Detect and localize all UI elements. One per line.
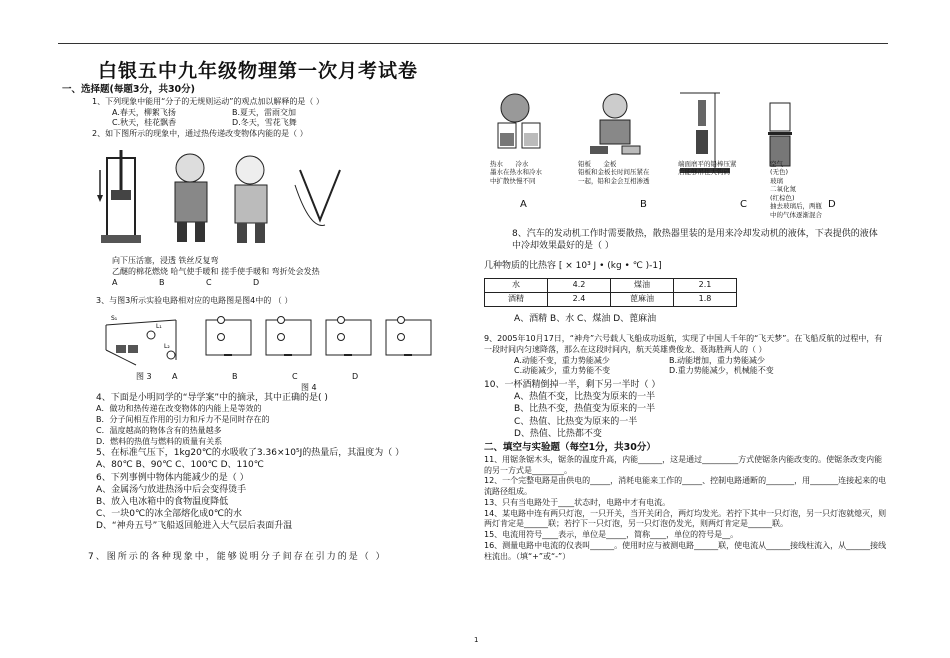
q9-options-row2	[484, 366, 889, 377]
table-cell: 2.4	[548, 293, 611, 307]
left-column	[62, 84, 462, 140]
section2-heading: 二、填空与实验题（每空1分，共30分）	[484, 441, 656, 453]
q7-label-b: B	[640, 199, 647, 210]
q2-label-c: C	[206, 277, 212, 287]
q9-option-a: A.动能不变，重力势能减少	[514, 355, 610, 365]
q7-caption-b: 铅板 金板 铅板和金板长时间压紧在 一起，铅和金会互相渗透	[578, 160, 650, 185]
q1-option-b: B.夏天，雷雨交加	[232, 107, 297, 117]
q1-option-d: D.冬天，雪花飞舞	[232, 118, 297, 128]
q8-table-title: 几种物质的比热容 [ × 10³ J • (kg • ℃ )-1]	[484, 261, 662, 272]
q2-label-a: A	[112, 277, 118, 287]
ink-diffusion-figure	[498, 94, 540, 148]
q7-label-a: A	[520, 199, 527, 210]
q9-option-b: B.动能增加，重力势能减少	[669, 355, 766, 365]
top-rule	[58, 43, 888, 44]
question-2: 2、如下图所示的现象中，通过热传递改变物体内能的是（ ）	[92, 129, 308, 139]
question-4: 4、下面是小明同学的“导学案”中的摘录，其中正确的是( )	[96, 393, 328, 403]
q9-options-row1	[484, 356, 889, 367]
section1-heading: 一、选择题(每题3分，共30分)	[62, 84, 196, 95]
q8-block	[484, 228, 884, 325]
q6-option-b: B、放入电冰箱中的食物温度降低	[96, 496, 229, 507]
child-blowing-hands-figure	[175, 154, 207, 242]
q9-block	[484, 334, 889, 563]
table-cell: 4.2	[548, 279, 611, 293]
q10-option-c: C、热值、比热变为原来的一半	[514, 416, 638, 427]
q1-option-c: C.秋天，桂花飘香	[112, 118, 177, 128]
question-14: 14、某电路中连有两只灯泡，一只开关，当开关闭合，两灯均发光。若拧下其中一只灯泡，另一只灯泡就熄灭，则两灯肯定是______联；若拧下一只灯泡，另一只灯泡仍发光，则两灯肯定是______联。	[484, 508, 887, 529]
question-15: 15、电流用符号____表示，单位是_____，简称____，单位的符号是__。	[484, 530, 739, 540]
q8-options: A、酒精 B、水 C、煤油 D、蓖麻油	[514, 314, 657, 325]
table-cell: 2.1	[674, 279, 737, 293]
q2-label-b: B	[159, 277, 165, 287]
q9-option-d: D.重力势能减少，机械能不变	[669, 366, 774, 376]
q3-block	[96, 296, 456, 307]
q4-option-c: C．温度越高的物体含有的热量越多	[96, 425, 222, 435]
question-10: 10、一杯酒精倒掉一半，剩下另一半时（ ）	[484, 380, 661, 391]
q7-label-c: C	[740, 199, 747, 210]
table-row	[485, 293, 737, 307]
physical-circuit-figure	[106, 315, 176, 365]
table-row	[485, 279, 737, 293]
table-cell: 酒精	[485, 293, 548, 307]
q10-option-a: A、热值不变，比热变为原来的一半	[514, 392, 656, 403]
q3-label-b: B	[232, 372, 238, 381]
q1-option-a: A.春天，柳絮飞扬	[112, 107, 176, 117]
table-cell: 水	[485, 279, 548, 293]
q10-option-b: B、比热不变，热值变为原来的一半	[514, 404, 656, 415]
question-11: 11、用锯条锯木头，锯条的温度升高，内能______，这是通过_________方式使锯条内能改变的。使锯条改变内能的另一方式是________。	[484, 454, 883, 475]
q3-label-d: D	[352, 372, 359, 381]
q7-caption-d: 空气 (无色) 玻璃 二氧化氮 (红棕色) 抽去玻璃后，两瓶 中的气体逐渐混合	[770, 160, 822, 219]
q2-label-d: D	[253, 277, 260, 287]
q4-option-a: A．做功和热传递在改变物体的内能上是等效的	[96, 404, 262, 414]
lead-gold-plate-figure	[590, 94, 640, 154]
question-1: 1、下列现象中能用“分子的无规则运动”的观点加以解释的是（ ）	[92, 96, 324, 106]
q4-option-d: D．燃料的热值与燃料的质量有关系	[96, 436, 223, 446]
q7-caption-c: 端面磨平的铅棒压紧 后能够吊住大钩码	[678, 160, 737, 177]
circuit-diagram-b	[266, 317, 311, 356]
q3-label-a: A	[172, 372, 178, 381]
q3-label-c: C	[292, 372, 298, 381]
q6-option-d: D、“神舟五号”飞船返回舱进入大气层后表面升温	[96, 521, 293, 532]
fig3-label: 图 3	[136, 372, 152, 381]
question-5: 5、在标准气压下，1kg20℃的水吸收了3.36×10⁵J的热量后，其温度为（ ）	[96, 448, 405, 459]
q7-caption-a: 热水 冷水 墨水在热水和冷水 中扩散快慢不同	[490, 160, 542, 185]
fig4-label: 图 4	[301, 382, 317, 392]
table-cell: 1.8	[674, 293, 737, 307]
q5-options: A、80℃ B、90℃ C、100℃ D、110℃	[96, 460, 264, 471]
svg-text:L₁: L₁	[156, 323, 162, 330]
q2-labels	[112, 278, 472, 289]
question-7: 7、图所示的各种现象中，能够说明分子间存在引力的是（ ）	[88, 552, 387, 562]
bending-wire-figure	[295, 170, 340, 226]
page-number: 1	[474, 636, 479, 644]
q7-block	[88, 551, 473, 563]
question-6: 6、下列事例中物体内能减少的是（ ）	[96, 472, 249, 483]
circuit-diagram-a	[206, 317, 251, 356]
question-3: 3、与图3所示实验电路相对应的电路图是图4中的 （ ）	[96, 296, 293, 305]
question-16: 16、测量电路中电流的仪表叫______。使用时应与被测电路______联，使电流从______接线柱流入，从______接线柱流出。（填“+”或“-”）	[484, 541, 887, 561]
svg-text:S₁: S₁	[111, 315, 118, 322]
page-title: 白银五中九年级物理第一次月考试卷	[98, 60, 419, 82]
q2-caption-2: 乙醚的棉花燃烧 哈气使手暖和 搓手使手暖和 弯折处会发热	[112, 266, 320, 276]
q6-option-c: C、一块0℃的冰全部熔化成0℃的水	[96, 509, 242, 520]
q3-fig-labels	[96, 372, 456, 394]
piston-cylinder-figure	[97, 150, 141, 243]
gas-diffusion-bottles-figure	[768, 103, 792, 166]
question-9: 9、2005年10月17日，“神舟”六号载人飞船成功返航，实现了中国人千年的“飞天梦”。在飞船反航的过程中，有一段时间内匀速降落，那么在这段时间内，航天英雄费俊龙、聂海胜两人的（ ）	[484, 334, 883, 354]
question-12: 12、一个完整电路是由供电的_____，消耗电能来工作的_____、控制电路通断的_______，用_______连接起来的电流路径组成。	[484, 476, 887, 497]
q1-options	[62, 108, 462, 119]
boy-rubbing-hands-figure	[235, 156, 267, 243]
q10-option-d: D、热值、比热都不变	[514, 428, 602, 439]
q4-to-q7	[96, 392, 466, 532]
circuit-diagram-d	[386, 317, 431, 356]
table-cell: 蓖麻油	[611, 293, 674, 307]
q7-captions	[490, 160, 850, 219]
svg-text:L₂: L₂	[164, 343, 170, 350]
question-13: 13、只有当电路处于____状态时，电路中才有电流。	[484, 497, 671, 507]
q9-option-c: C.动能减少，重力势能不变	[514, 366, 611, 376]
q1-options-2	[62, 118, 462, 129]
specific-heat-table	[484, 278, 737, 307]
question-8: 8、汽车的发动机工作时需要散热，散热器里装的是用来冷却发动机的液体，下表提供的液体中冷却效果最好的是（ ）	[512, 229, 878, 252]
circuit-diagram-c	[326, 317, 371, 356]
q2-captions	[112, 256, 472, 288]
q6-option-a: A、金属汤勺放进热汤中后会变得烫手	[96, 484, 247, 495]
table-cell: 煤油	[611, 279, 674, 293]
q3-circuits	[96, 310, 456, 380]
q4-option-b: B．分子间相互作用的引力和斥力不是同时存在的	[96, 414, 270, 424]
q7-label-d: D	[828, 199, 836, 210]
q2-figures	[95, 150, 355, 250]
q2-caption-1: 向下压活塞，浸透 铁丝反复弯	[112, 256, 219, 265]
